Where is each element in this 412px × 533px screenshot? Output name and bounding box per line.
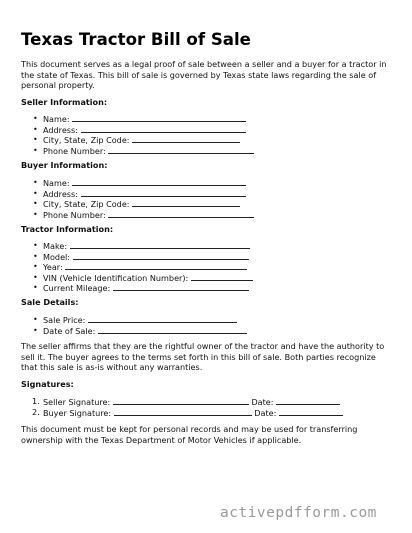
sale-fields	[21, 315, 247, 336]
tractor-mileage-blank[interactable]	[113, 283, 249, 291]
sale-price-blank[interactable]	[88, 315, 237, 323]
buyer-phone-field: • Phone Number:	[21, 210, 254, 221]
sale-price-field: • Sale Price:	[21, 315, 247, 326]
buyer-phone-blank[interactable]	[108, 210, 254, 218]
buyer-city-field: • City, State, Zip Code:	[21, 199, 254, 210]
tractor-vin-field: • VIN (Vehicle Identification Number):	[21, 273, 253, 284]
tractor-year-field: • Year:	[21, 262, 253, 273]
document-title: Texas Tractor Bill of Sale	[21, 30, 251, 49]
seller-signature-blank[interactable]	[113, 397, 249, 405]
seller-address-blank[interactable]	[81, 125, 246, 133]
seller-heading: Seller Information:	[21, 97, 108, 107]
tractor-year-blank[interactable]	[65, 262, 247, 270]
buyer-name-field: • Name:	[21, 178, 254, 189]
buyer-heading: Buyer Information:	[21, 160, 108, 170]
seller-city-field: • City, State, Zip Code:	[21, 135, 254, 146]
sale-date-field: • Date of Sale:	[21, 326, 247, 337]
signatures-heading: Signatures:	[21, 379, 74, 389]
seller-fields	[21, 114, 254, 156]
tractor-model-field: • Model:	[21, 252, 253, 263]
buyer-name-blank[interactable]	[72, 178, 246, 186]
seller-phone-field: • Phone Number:	[21, 146, 254, 157]
affirmation-paragraph: The seller affirms that they are the rightful owner of the tractor and have the authority to sell it. The buyer agrees to the terms set forth in this bill of sale. Both parties recognize that this sale is as-is without any warranties.	[21, 341, 385, 373]
signature-lines	[21, 397, 343, 418]
buyer-fields	[21, 178, 254, 220]
seller-address-field: • Address:	[21, 125, 254, 136]
tractor-heading: Tractor Information:	[21, 224, 114, 234]
buyer-date-blank[interactable]	[279, 408, 343, 416]
closing-paragraph: This document must be kept for personal records and may be used for transferring ownership with the Texas Department of Motor Vehicles if applicable.	[21, 424, 358, 445]
tractor-mileage-field: • Current Mileage:	[21, 283, 253, 294]
buyer-signature-line: 2. Buyer Signature: Date:	[21, 408, 343, 419]
buyer-address-field: • Address:	[21, 189, 254, 200]
intro-paragraph: This document serves as a legal proof of sale between a seller and a buyer for a tractor in the state of Texas. This bill of sale is governed by Texas state laws regarding the sale of personal property.	[21, 59, 387, 91]
seller-signature-line: 1. Seller Signature: Date:	[21, 397, 343, 408]
seller-name-field: • Name:	[21, 114, 254, 125]
seller-date-blank[interactable]	[276, 397, 340, 405]
buyer-signature-blank[interactable]	[114, 408, 252, 416]
tractor-vin-blank[interactable]	[191, 273, 253, 281]
tractor-make-blank[interactable]	[70, 241, 250, 249]
sale-date-blank[interactable]	[98, 326, 247, 334]
buyer-address-blank[interactable]	[81, 189, 246, 197]
seller-city-blank[interactable]	[132, 135, 240, 143]
seller-phone-blank[interactable]	[108, 146, 254, 154]
buyer-city-blank[interactable]	[132, 199, 240, 207]
seller-name-blank[interactable]	[72, 114, 246, 122]
tractor-model-blank[interactable]	[73, 252, 249, 260]
tractor-make-field: • Make:	[21, 241, 253, 252]
sale-heading: Sale Details:	[21, 297, 79, 307]
tractor-fields	[21, 241, 253, 294]
watermark: activepdfform.com	[220, 505, 377, 521]
